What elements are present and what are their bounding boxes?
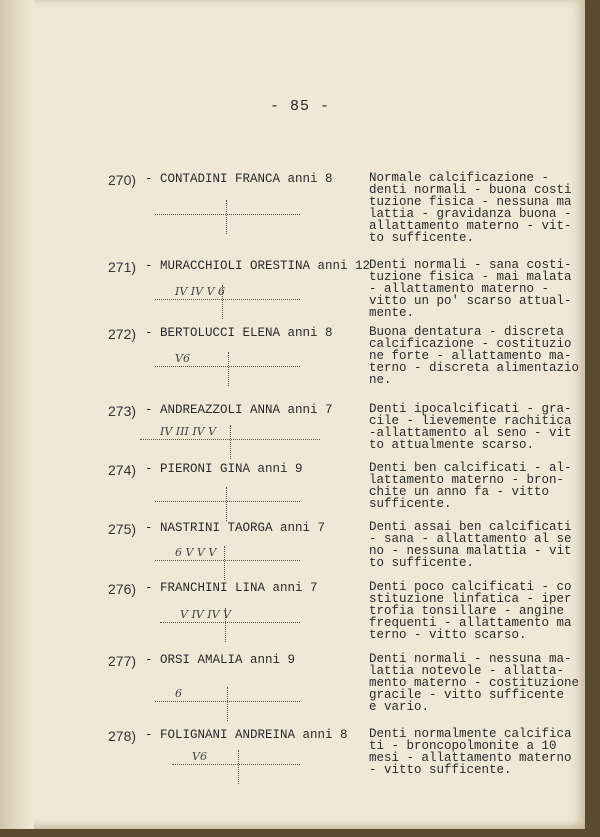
dental-chart-marks: V IV IV V xyxy=(180,608,231,621)
description-line: Denti normali - nessuna ma- xyxy=(369,652,572,666)
dental-chart-horizontal-line xyxy=(160,622,300,623)
description-line: terno - vitto scarso. xyxy=(369,628,527,642)
entry-number: 277) xyxy=(108,653,137,669)
dental-chart xyxy=(140,425,320,459)
dental-chart xyxy=(155,200,300,234)
description-line: to sufficente. xyxy=(369,231,475,245)
patient-name: - NASTRINI TAORGA anni 7 xyxy=(145,521,326,535)
description-line: Denti poco calcificati - co xyxy=(369,580,572,594)
dental-chart xyxy=(155,487,300,521)
dental-chart-horizontal-line xyxy=(172,764,300,765)
description-line: lattia notevole - allatta- xyxy=(369,664,565,678)
dental-chart-marks: IV III IV V xyxy=(160,425,217,438)
description-line: terno - discreta alimentazio xyxy=(369,361,580,375)
description-line: mento materno - costituzione xyxy=(369,676,580,690)
entry-description xyxy=(369,172,577,244)
description-line: vitto un po' scarso attual- xyxy=(369,294,572,308)
dental-chart-marks: 6 V V V xyxy=(175,546,217,559)
dental-chart-horizontal-line xyxy=(155,299,300,300)
patient-name: - ANDREAZZOLI ANNA anni 7 xyxy=(145,403,333,417)
entry-number: 271) xyxy=(108,259,137,275)
entry-description xyxy=(369,403,577,451)
description-line: mente. xyxy=(369,306,415,320)
dental-chart-marks: V6 xyxy=(192,750,207,763)
description-line: allattamento materno - vit- xyxy=(369,219,572,233)
patient-name: - BERTOLUCCI ELENA anni 8 xyxy=(145,326,333,340)
description-line: to attualmente scarso. xyxy=(369,438,535,452)
description-line: gracile - vitto sufficente xyxy=(369,688,565,702)
entry-number: 274) xyxy=(108,462,137,478)
patient-name: - MURACCHIOLI ORESTINA anni 12 xyxy=(145,259,371,273)
description-line: Denti assai ben calcificati xyxy=(369,520,572,534)
dental-chart xyxy=(160,608,300,642)
entry-number: 278) xyxy=(108,728,137,744)
dental-chart xyxy=(155,546,300,580)
description-line: calcificazione - costituzio xyxy=(369,337,572,351)
description-line: ti - broncopolmonite a 10 xyxy=(369,739,557,753)
description-line: Denti normalmente calcifica xyxy=(369,727,572,741)
entry-number: 270) xyxy=(108,172,137,188)
description-line: - vitto sufficente. xyxy=(369,763,512,777)
description-line: -allattamento al seno - vit xyxy=(369,426,572,440)
description-line: Buona dentatura - discreta xyxy=(369,325,565,339)
description-line: chite un anno fa - vitto xyxy=(369,485,550,499)
entry-description xyxy=(369,259,577,319)
description-line: to sufficente. xyxy=(369,556,475,570)
entry-description xyxy=(369,652,580,714)
dental-chart-marks: V6 xyxy=(175,352,190,365)
binding-shadow xyxy=(0,0,34,829)
patient-name: - CONTADINI FRANCA anni 8 xyxy=(145,172,333,186)
description-line: sufficente. xyxy=(369,497,452,511)
patient-name: - ORSI AMALIA anni 9 xyxy=(145,653,296,667)
description-line: - allattamento materno - xyxy=(369,282,550,296)
description-line: e vario. xyxy=(369,700,430,714)
entry-description xyxy=(369,462,577,510)
page-edge xyxy=(585,0,600,837)
description-line: tuzione fisica - mai malata xyxy=(369,270,572,284)
description-line: frequenti - allattamento ma xyxy=(369,616,572,630)
description-line: ne. xyxy=(369,373,392,387)
entry-description xyxy=(369,581,577,641)
description-line: Denti ipocalcificati - gra- xyxy=(369,402,572,416)
description-line: trofia tonsillare - angine xyxy=(369,604,565,618)
description-line: Denti normali - sana costi- xyxy=(369,258,572,272)
entry-number: 276) xyxy=(108,581,137,597)
description-line: denti normali - buona costi xyxy=(369,183,572,197)
description-line: stituzione linfatica - iper xyxy=(369,592,572,606)
dental-chart-horizontal-line xyxy=(155,560,300,561)
description-line: lattamento materno - bron- xyxy=(369,473,565,487)
dental-chart xyxy=(155,352,300,386)
entry-description xyxy=(369,325,580,387)
description-line: Denti ben calcificati - al- xyxy=(369,461,572,475)
dental-chart-marks: IV IV V 6 xyxy=(175,285,226,298)
description-line: ne forte - allattamento ma- xyxy=(369,349,572,363)
dental-chart-vertical-line xyxy=(226,487,228,521)
entry-number: 272) xyxy=(108,326,137,342)
entry-description xyxy=(369,728,577,776)
entry-number: 275) xyxy=(108,521,137,537)
description-line: lattia - gravidanza buona - xyxy=(369,207,572,221)
patient-name: - PIERONI GINA anni 9 xyxy=(145,462,303,476)
dental-chart xyxy=(155,687,300,721)
dental-chart xyxy=(155,285,300,319)
patient-name: - FOLIGNANI ANDREINA anni 8 xyxy=(145,728,348,742)
description-line: Normale calcificazione - xyxy=(369,171,550,185)
description-line: tuzione fisica - nessuna ma xyxy=(369,195,572,209)
entry-number: 273) xyxy=(108,403,137,419)
entry-description xyxy=(369,521,577,569)
description-line: no - nessuna malattia - vit xyxy=(369,544,572,558)
dental-chart xyxy=(172,750,300,784)
page-bottom-edge xyxy=(0,829,600,837)
description-line: mesi - allattamento materno xyxy=(369,751,572,765)
dental-chart-vertical-line xyxy=(226,200,228,234)
description-line: cile - lievemente rachitica xyxy=(369,414,572,428)
description-line: - sana - allattamento al se xyxy=(369,532,572,546)
dental-chart-marks: 6 xyxy=(175,687,182,700)
patient-name: - FRANCHINI LINA anni 7 xyxy=(145,581,318,595)
page-number: - 85 - xyxy=(270,98,331,115)
